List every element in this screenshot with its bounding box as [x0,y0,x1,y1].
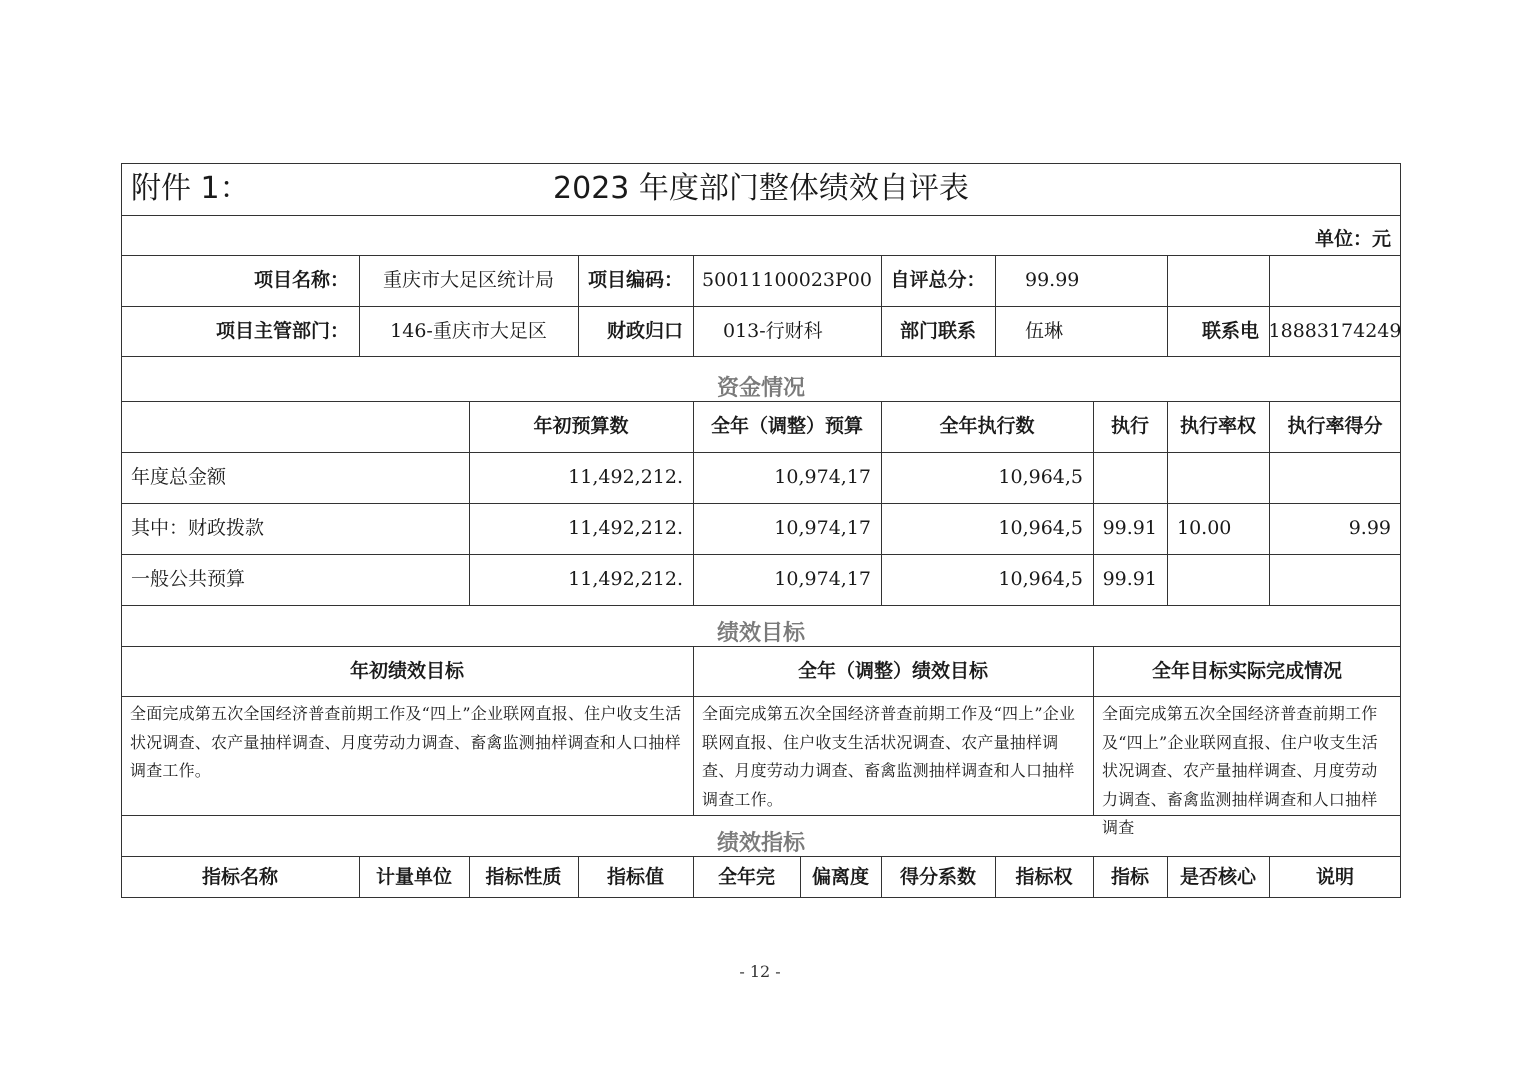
funds-row-name: 一般公共预算 [131,568,246,591]
attachment-label: 附件 1： [131,171,250,206]
contact-value: 伍琳 [1025,319,1064,342]
funds-row-adjusted: 10,974,17 [774,568,871,591]
self-score-label: 自评总分： [890,269,986,292]
indicators-header-coefficient: 得分系数 [899,865,976,888]
indicators-header-core: 是否核心 [1179,865,1256,888]
funds-row-adjusted: 10,974,17 [774,517,871,540]
funds-header-score: 执行率得分 [1287,415,1383,438]
finance-value: 013-行财科 [723,319,823,342]
indicators-header-notes: 说明 [1315,865,1354,888]
contact-label: 部门联系 [899,319,976,342]
funds-row-score: 9.99 [1348,517,1391,540]
funds-row-initial: 11,492,212. [568,466,683,489]
page-title: 2023 年度部门整体绩效自评表 [553,171,969,206]
indicators-header-weight: 指标权 [1015,865,1073,888]
goals-initial-text: 全面完成第五次全国经济普查前期工作及“四上”企业联网直报、住户收支生活状况调查、农产量抽样调查、月度劳动力调查、畜禽监测抽样调查和人口抽样调查工作。 [130,704,682,780]
funds-section-title: 资金情况 [716,374,805,401]
indicators-header-name: 指标名称 [201,865,278,888]
goals-header-initial: 年初绩效目标 [349,659,464,682]
unit-label: 单位：元 [1314,227,1391,250]
project-name-label: 项目名称： [253,269,349,292]
indicators-header-completion: 全年完 [717,865,775,888]
finance-label: 财政归口 [606,319,683,342]
funds-row-executed: 10,964,5 [998,466,1083,489]
funds-row-weight: 10.00 [1177,517,1232,540]
indicators-header-indicator: 指标 [1110,865,1149,888]
dept-label: 项目主管部门： [215,319,349,342]
funds-header-initial: 年初预算数 [533,415,629,438]
indicators-header-value: 指标值 [606,865,664,888]
funds-row-executed: 10,964,5 [998,568,1083,591]
goals-section-title: 绩效目标 [716,619,805,646]
phone-value: 18883174249 [1268,319,1402,342]
indicators-section-title: 绩效指标 [716,829,805,856]
self-score-value: 99.99 [1025,269,1080,292]
funds-row-rate: 99.91 [1102,517,1157,540]
funds-header-executed: 全年执行数 [939,415,1035,438]
project-code-value: 50011100023P00 [702,269,872,292]
performance-table [121,163,1401,898]
indicators-header-deviation: 偏离度 [811,865,869,888]
funds-row-name: 年度总金额 [131,466,227,489]
funds-row-adjusted: 10,974,17 [774,466,871,489]
funds-row-executed: 10,964,5 [998,517,1083,540]
goals-header-actual: 全年目标实际完成情况 [1151,659,1342,682]
project-name-value: 重庆市大足区统计局 [382,269,554,292]
funds-header-adjusted: 全年（调整）预算 [710,415,863,438]
project-code-label: 项目编码： [587,269,683,292]
indicators-header-nature: 指标性质 [485,865,562,888]
phone-label: 联系电 [1201,319,1259,342]
funds-header-rate: 执行 [1110,415,1149,438]
goals-actual-text: 全面完成第五次全国经济普查前期工作及“四上”企业联网直报、住户收支生活状况调查、农产量抽样调查、月度劳动力调查、畜禽监测抽样调查和人口抽样调查 [1102,704,1378,837]
dept-value: 146-重庆市大足区 [390,319,547,342]
goals-adjusted-text: 全面完成第五次全国经济普查前期工作及“四上”企业联网直报、住户收支生活状况调查、农产量抽样调查、月度劳动力调查、畜禽监测抽样调查和人口抽样调查工作。 [702,704,1076,809]
indicators-header-unit: 计量单位 [375,865,452,888]
funds-row-initial: 11,492,212. [568,517,683,540]
page-number: - 12 - [739,962,781,981]
funds-row-initial: 11,492,212. [568,568,683,591]
funds-row-rate: 99.91 [1102,568,1157,591]
funds-row-name: 其中：财政拨款 [131,517,265,540]
funds-header-weight: 执行率权 [1179,415,1256,438]
goals-header-adjusted: 全年（调整）绩效目标 [797,659,988,682]
